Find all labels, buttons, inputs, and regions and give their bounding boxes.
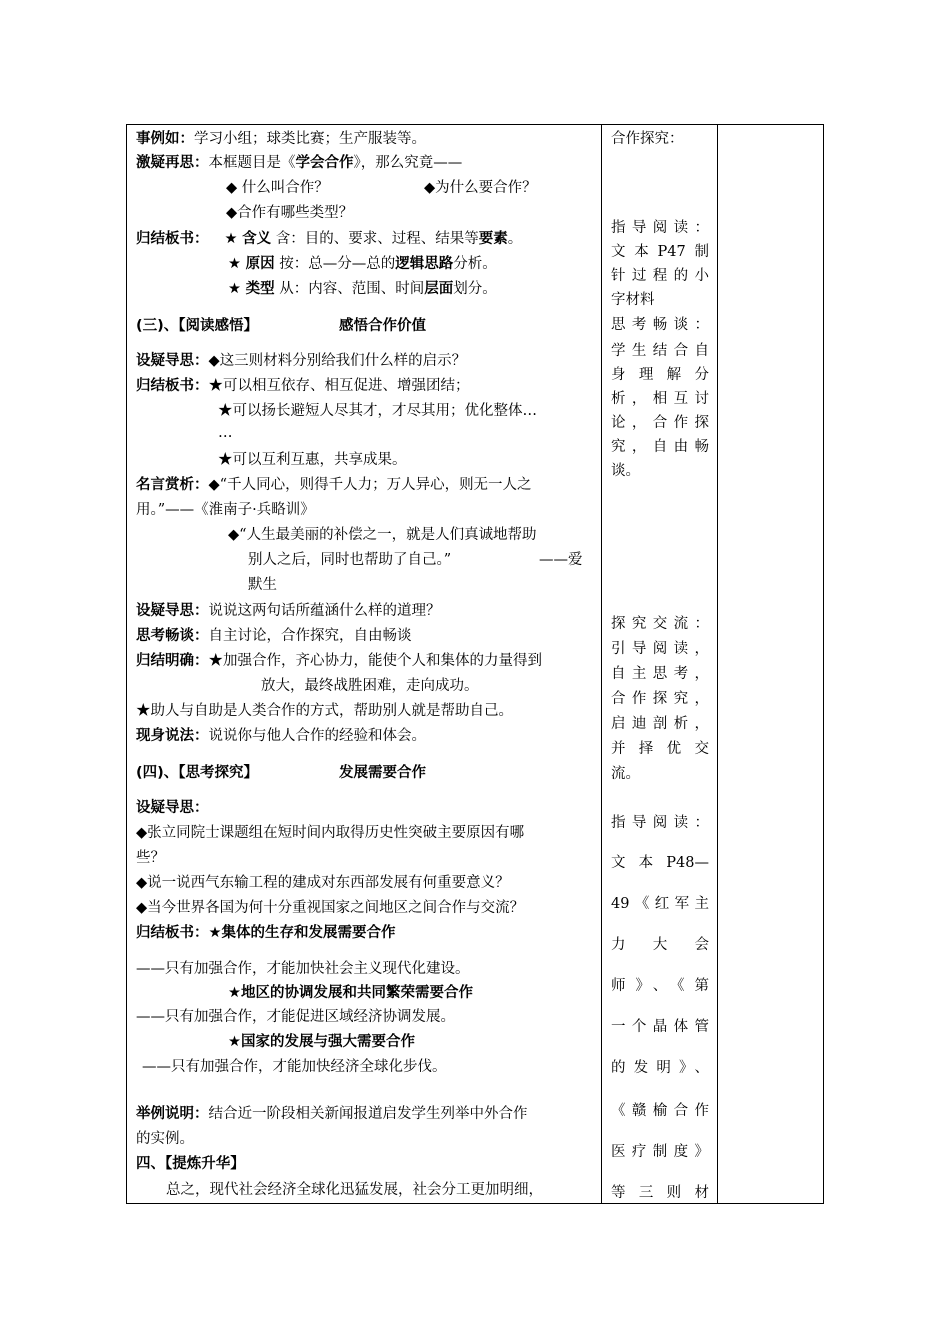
method-discussion-5: 究，自由畅 xyxy=(611,439,709,455)
quote-2-author: ——爱 xyxy=(539,552,583,568)
conclusion-paragraph: 总之，现代社会经济全球化迅猛发展，社会分工更加明细， xyxy=(166,1182,543,1198)
quote-2-line: ◆“人生最美丽的补偿之一，就是人们真诚地帮助 xyxy=(228,527,537,543)
quote-2-line-2: 别人之后，同时也帮助了自己。” xyxy=(248,552,452,568)
examples-line: 事例如：学习小组；球类比赛；生产服装等。 xyxy=(136,131,426,147)
summary-value-2: ★可以扬长避短人尽其才，才尽其用；优化整体… xyxy=(218,403,537,419)
example-line-cont: 的实例。 xyxy=(136,1131,194,1147)
method-text-ref-2: 针过程的小 xyxy=(611,268,709,284)
method-reading-2-8: 医疗制度》 xyxy=(611,1144,709,1160)
method-cooperation: 合作探究： xyxy=(611,131,684,147)
summary-collective-detail: ——只有加强合作，才能加快社会主义现代化建设。 xyxy=(136,961,470,977)
summary-national: ★国家的发展与强大需要合作 xyxy=(228,1034,415,1050)
summary-types: ★ 类型 从：内容、范围、时间层面划分。 xyxy=(228,281,497,297)
personal-experience-line: 现身说法：说说你与他人合作的经验和体会。 xyxy=(136,728,426,744)
section-three-heading: (三)、【阅读感悟】 xyxy=(136,318,259,334)
method-discussion-3: 析，相互讨 xyxy=(611,391,709,407)
method-reading-2-2: 49《红军主 xyxy=(611,896,709,912)
summary-value-2-cont: … xyxy=(218,425,233,441)
method-exchange-2: 自主思考， xyxy=(611,666,709,682)
example-line: 举例说明：结合近一阶段相关新闻报道启发学生列举中外合作 xyxy=(136,1106,528,1122)
method-text-ref: 文本P47制 xyxy=(611,244,709,260)
question-world-cooperation: ◆当今世界各国为何十分重视国家之间地区之间合作与交流？ xyxy=(136,900,525,916)
conclusion-line-2: 放大，最终战胜困难，走向成功。 xyxy=(261,678,479,694)
quote-2-author-cont: 默生 xyxy=(248,577,277,593)
summary-value-1: 归结板书：★可以相互依存、相互促进、增强团结； xyxy=(136,378,470,394)
method-reading-2-5: 一个晶体管 xyxy=(611,1019,709,1035)
method-guided-reading: 指导阅读： xyxy=(611,220,709,236)
section-three-subtitle: 感悟合作价值 xyxy=(339,318,426,334)
summary-meaning: 归结板书： ★ 含义 含：目的、要求、过程、结果等要素。 xyxy=(136,231,523,247)
question-academician-cont: 些？ xyxy=(136,850,165,866)
guide-question-line: 设疑导思：◆这三则材料分别给我们什么样的启示？ xyxy=(136,353,467,369)
method-exchange-1: 引导阅读， xyxy=(611,641,709,657)
method-exchange: 探究交流： xyxy=(611,616,709,632)
quote-1-source: 用。”——《淮南子·兵略训》 xyxy=(136,502,315,518)
section-four-subtitle: 发展需要合作 xyxy=(339,765,426,781)
method-exchange-4: 启迪剖析， xyxy=(611,716,709,732)
method-discussion-2: 身理解分 xyxy=(611,367,709,383)
method-reading-2-7: 《赣榆合作 xyxy=(611,1103,709,1119)
summary-value-3: ★可以互利互惠，共享成果。 xyxy=(218,452,407,468)
summary-national-detail: ——只有加强合作，才能加快经济全球化步伐。 xyxy=(142,1059,447,1075)
rethink-line: 激疑再思：本框题目是《学会合作》，那么究竟—— xyxy=(136,155,463,171)
method-reading-2-4: 师》、《第 xyxy=(611,978,709,994)
quote-1-line: 名言赏析：◆“千人同心，则得千人力；万人异心，则无一人之 xyxy=(136,477,532,493)
summary-collective: 归结板书：★集体的生存和发展需要合作 xyxy=(136,925,396,941)
discussion-line: 思考畅谈：自主讨论，合作探究，自由畅谈 xyxy=(136,628,412,644)
method-reading-2-9: 等三则材 xyxy=(611,1185,709,1201)
mutual-help-line: ★助人与自助是人类合作的方式，帮助别人就是帮助自己。 xyxy=(136,703,513,719)
method-reading-2-3: 力大会 xyxy=(611,937,709,953)
question-academician: ◆张立同院士课题组在短时间内取得历史性突破主要原因有哪 xyxy=(136,825,525,841)
method-discussion-1: 学生结合自 xyxy=(611,343,709,359)
method-reading-2: 指导阅读： xyxy=(611,815,709,831)
question-gas-pipeline: ◆说一说西气东输工程的建成对东西部发展有何重要意义？ xyxy=(136,875,510,891)
method-exchange-6: 流。 xyxy=(611,766,640,782)
method-discussion: 思考畅谈： xyxy=(611,317,709,333)
summary-reason: ★ 原因 按：总—分—总的逻辑思路分析。 xyxy=(228,256,497,272)
guide-question-2: 设疑导思：说说这两句话所蕴涵什么样的道理？ xyxy=(136,603,441,619)
method-exchange-3: 合作探究， xyxy=(611,691,709,707)
conclusion-line: 归结明确：★加强合作，齐心协力，能使个人和集体的力量得到 xyxy=(136,653,542,669)
question-what: ◆ 什么叫合作？ xyxy=(226,180,329,196)
method-discussion-6: 谈。 xyxy=(611,463,640,479)
column-divider-2 xyxy=(717,125,718,1203)
summary-regional-detail: ——只有加强合作，才能促进区域经济协调发展。 xyxy=(136,1009,455,1025)
method-reading-2-1: 文本P48— xyxy=(611,855,709,871)
guide-question-label: 设疑导思： xyxy=(136,800,209,816)
method-text-ref-3: 字材料 xyxy=(611,292,655,308)
question-types: ◆合作有哪些类型？ xyxy=(226,205,354,221)
method-exchange-5: 并择优交 xyxy=(611,741,709,757)
column-divider-1 xyxy=(601,125,602,1203)
method-discussion-4: 论，合作探 xyxy=(611,415,709,431)
method-reading-2-6: 的发明》、 xyxy=(611,1060,709,1076)
section-refine-heading: 四、【提炼升华】 xyxy=(136,1156,245,1172)
summary-regional: ★地区的协调发展和共同繁荣需要合作 xyxy=(228,985,473,1001)
section-four-heading: (四)、【思考探究】 xyxy=(136,765,259,781)
lesson-plan-table xyxy=(126,124,824,1204)
question-why: ◆为什么要合作？ xyxy=(424,180,537,196)
